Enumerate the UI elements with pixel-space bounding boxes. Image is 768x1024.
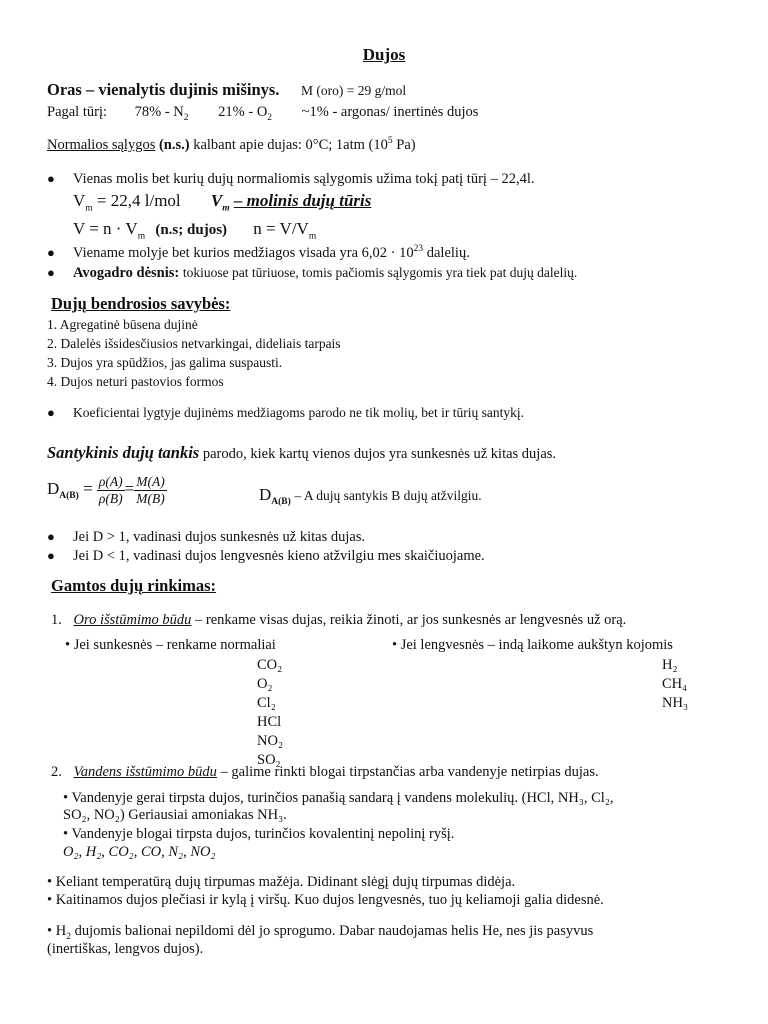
density-description: $D_{A(B)}$ – A dujų santykis B dujų atžvilgiu. [259,485,482,507]
list-item: HCl [257,714,282,730]
page-title: Dujos [362,45,406,64]
method-water-name: Vandens išstūmimo būdu [73,764,217,780]
density-term: Santykinis dujų tankis [47,443,200,462]
air-definition [47,80,406,101]
volume-label: Pagal tūrį: [47,104,108,120]
normal-conditions-text: kalbant apie dujas: 0°C; 1atm (10 [193,137,388,153]
molar-volume-statement: Vienas molis bet kurių dujų normaliomis sąlygomis užima tokį patį tūrį – 22,4l. [73,171,535,187]
list-item: CO₂ [257,657,283,673]
n2-percent: 78% - N [134,104,184,120]
properties-heading: Dujų bendrosios savybės: [51,294,231,313]
air-lead: Oras – vienalytis dujinis mišinys. [47,80,280,99]
coefficient-note: Koeficientai lygtyje dujinėms medžiagoms parodo ne tik molių, bet ir tūrių santykį. [73,405,525,420]
normal-conditions-abbr: (n.s.) [158,137,190,153]
list-item: ● Jei D < 1, vadinasi dujos lengvesnės kieno atžvilgiu mes skaičiuojame. [47,548,485,564]
volume-formula: $V = n \cdot V_m$ (n.s; dujos) $n = V/V_m$ [73,219,317,242]
list-item: ● Vienas molis bet kurių dujų normaliomis sąlygomis užima tokį patį tūrį – 22,4l. [47,171,535,187]
method-water-text: – galime rinkti blogai tirpstančias arba vandenyje netirpias dujas. [220,764,599,780]
molar-volume-definition: – molinis dujų tūris [233,191,372,210]
expansion-note: • Kaitinamos dujos plečiasi ir kylą į viršų. Kuo dujos lengvesnės, tuo jų keliamoji galia didesnė. [47,892,604,908]
list-item: ● Jei D > 1, vadinasi dujos sunkesnės už kitas dujas. [47,529,366,545]
air-molar-mass: M (oro) = 29 g/mol [301,83,407,98]
list-item: 3. Dujos yra spūdžios, jas galima suspausti. [47,355,283,370]
heavier-gases-note: • Jei sunkesnės – renkame normaliai [65,637,276,653]
list-item: SO₂ [257,752,281,768]
insoluble-gases-note: • Vandenyje blogai tirpsta dujos, turinčios kovalentinį nepolinį ryšį. [63,826,455,842]
hydrogen-note: • $H_2$ dujomis balionai nepildomi dėl jo sprogumo. Dabar naudojamas helis He, nes jis pasyvus [47,923,594,942]
list-item: CH₄ [662,676,688,692]
o2-percent: 21% - O [218,104,268,120]
avogadro-number: Viename molyje bet kurios medžiagos visada yra 6,02 · 10 [73,245,414,261]
air-composition: Pagal tūrį: $78\% - N_2$ $21\% - O_2$ ~1% - argonas/ inertinės dujos [47,104,479,123]
list-item: Cl₂ [257,695,276,711]
density-greater: Jei D > 1, vadinasi dujos sunkesnės už kitas dujas. [73,529,366,545]
insoluble-gases-list: O₂, H₂, CO₂, CO, N₂, NO₂ [63,844,216,860]
density-definition [47,443,556,464]
method-air-text: – renkame visas dujas, reikia žinoti, ar jos sunkesnės ar lengvesnės už orą. [195,612,627,628]
method-air-name: Oro išstūmimo būdu [73,612,192,628]
hydrogen-note-cont: (inertiškas, lengvos dujos). [47,941,204,957]
density-formula: $D_{A(B)}$ = $\frac{\rho(A)}{\rho(B)}$ = $\frac{M(A)}{M(B)}$ [47,474,165,507]
argon-percent: ~1% - argonas/ inertinės dujos [301,104,479,120]
avogadro-law-text: tokiuose pat tūriuose, tomis pačiomis sąlygomis yra tiek pat dujų dalelių. [182,265,578,280]
soluble-gases-note-cont: SO₂, NO₂) Geriausiai amoniakas NH₃. [63,807,287,823]
normal-conditions: Normalios sąlygos (n.s.) kalbant apie dujas: 0°C; 1atm ($10^5$ Pa) [47,136,416,153]
list-item: 2. Dalelės išsidesčiusios netvarkingai, dideliais tarpais [47,336,341,351]
list-item: O₂ [257,676,273,692]
list-item: 1. Agregatinė būsena dujinė [47,317,198,332]
list-item: ● Viename molyje bet kurios medžiagos visada yra $6,02 \cdot 10^{23}$ dalelių. [47,244,470,261]
list-item: H₂ [662,657,678,673]
list-item: 4. Dujos neturi pastovios formos [47,374,224,389]
properties-list [47,317,341,393]
list-item: NO₂ [257,733,283,749]
lighter-gases-note: • Jei lengvesnės – indą laikome aukštyn kojomis [392,637,673,653]
soluble-gases-note: • Vandenyje gerai tirpsta dujos, turinčios panašią sandarą į vandens molekulių. (HCl, NH₃, Cl₂, [63,790,614,806]
list-item: NH₃ [662,695,688,711]
collection-heading: Gamtos dujų rinkimas: [51,576,217,595]
method-air: 1. Oro išstūmimo būdu – renkame visas dujas, reikia žinoti, ar jos sunkesnės ar lengvesnės už orą. [51,612,627,628]
heavy-gas-list [257,656,283,770]
density-text: parodo, kiek kartų vienos dujos yra sunkesnės už kitas dujas. [202,446,557,462]
list-item: ● Avogadro dėsnis: tokiuose pat tūriuose, tomis pačiomis sąlygomis yra tiek pat dujų dalelių. [47,265,578,281]
list-item: ● Koeficientai lygtyje dujinėms medžiagoms parodo ne tik molių, bet ir tūrių santykį. [47,405,525,420]
light-gas-list [662,656,688,713]
avogadro-law-label: Avogadro dėsnis: [73,265,180,281]
method-water: 2. Vandens išstūmimo būdu – galime rinkti blogai tirpstančias arba vandenyje netirpias dujas. [51,764,599,780]
density-less: Jei D < 1, vadinasi dujos lengvesnės kieno atžvilgiu mes skaičiuojame. [73,548,485,564]
molar-volume-formula: $V_m = 22,4$ l/mol $V_m$ – molinis dujų tūris [73,191,372,214]
temperature-note: • Keliant temperatūrą dujų tirpumas mažėja. Didinant slėgį dujų tirpumas didėja. [47,874,516,890]
normal-conditions-label: Normalios sąlygos [47,137,156,153]
